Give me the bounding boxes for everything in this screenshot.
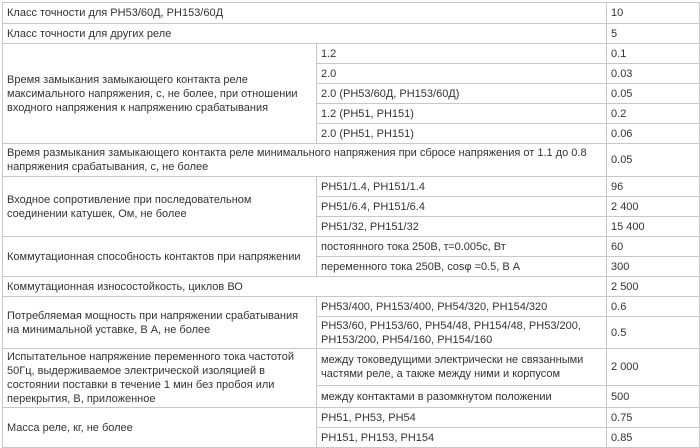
param-value: 10 (607, 3, 700, 24)
param-value: 15 400 (607, 217, 700, 237)
param-condition: РН51, РН53, РН54 (317, 408, 607, 428)
param-condition: между токоведущими электрически не связанными частями реле, а также между ними и корпусом (317, 349, 607, 386)
param-condition: 1.2 (РН51, РН151) (317, 104, 607, 124)
table-row (3, 144, 700, 177)
param-condition: РН51/1.4, РН151/1.4 (317, 177, 607, 197)
param-condition: переменного тока 250В, cosφ =0.5, В А (317, 257, 607, 277)
param-condition: между контактами в разомкнутом положении (317, 386, 607, 408)
param-condition: 1.2 (317, 44, 607, 64)
param-label: Масса реле, кг, не более (3, 408, 317, 448)
table-row (3, 24, 700, 44)
param-value: 96 (607, 177, 700, 197)
table-row (3, 237, 700, 257)
param-value: 500 (607, 386, 700, 408)
param-value: 5 (607, 24, 700, 44)
table-row (3, 277, 700, 297)
param-condition: РН151, РН153, РН154 (317, 428, 607, 448)
param-label: Время замыкания замыкающего контакта реле максимального напряжения, с, не более, при отношении входного напряжения к напряжению срабатывания (3, 44, 317, 144)
specifications-table (2, 2, 700, 448)
param-value: 0.1 (607, 44, 700, 64)
param-condition: РН51/6.4, РН151/6.4 (317, 197, 607, 217)
param-condition: 2.0 (317, 64, 607, 84)
table-row (3, 3, 700, 24)
param-condition: 2.0 (РН51, РН151) (317, 124, 607, 144)
param-condition: РН51/32, РН151/32 (317, 217, 607, 237)
table-row (3, 349, 700, 386)
param-value: 0.5 (607, 317, 700, 349)
param-value: 0.2 (607, 104, 700, 124)
param-condition: 2.0 (РН53/60Д, РН153/60Д) (317, 84, 607, 104)
table-row (3, 408, 700, 428)
param-condition: постоянного тока 250В, τ=0.005с, Вт (317, 237, 607, 257)
param-value: 0.06 (607, 124, 700, 144)
param-condition: РН53/60, РН153/60, РН54/48, РН154/48, РН53/200, РН153/200, РН54/160, РН154/160 (317, 317, 607, 349)
param-label: Класс точности для РН53/60Д, РН153/60Д (3, 3, 607, 24)
param-value: 0.05 (607, 144, 700, 177)
param-value: 0.85 (607, 428, 700, 448)
param-label: Входное сопротивление при последовательном соединении катушек, Ом, не более (3, 177, 317, 237)
param-value: 0.05 (607, 84, 700, 104)
table-row (3, 297, 700, 317)
param-value: 2 500 (607, 277, 700, 297)
param-label: Коммутационная износостойкость, циклов ВО (3, 277, 607, 297)
param-label: Коммутационная способность контактов при напряжении (3, 237, 317, 277)
param-value: 300 (607, 257, 700, 277)
param-value: 0.75 (607, 408, 700, 428)
table-row (3, 44, 700, 64)
param-value: 2 000 (607, 349, 700, 386)
param-condition: РН53/400, РН153/400, РН54/320, РН154/320 (317, 297, 607, 317)
table-row (3, 177, 700, 197)
param-label: Потребляемая мощность при напряжении срабатывания на минимальной уставке, В А, не более (3, 297, 317, 349)
param-value: 2 400 (607, 197, 700, 217)
param-value: 0.6 (607, 297, 700, 317)
param-label: Класс точности для других реле (3, 24, 607, 44)
param-label: Испытательное напряжение переменного тока частотой 50Гц, выдерживаемое электрической изоляцией в состоянии поставки в течение 1 мин без пробоя или перекрытия, В, приложенное (3, 349, 317, 408)
param-value: 60 (607, 237, 700, 257)
param-label: Время размыкания замыкающего контакта реле минимального напряжения при сбросе напряжения от 1.1 до 0.8 напряжения срабатывания, с, не более (3, 144, 607, 177)
param-value: 0.03 (607, 64, 700, 84)
